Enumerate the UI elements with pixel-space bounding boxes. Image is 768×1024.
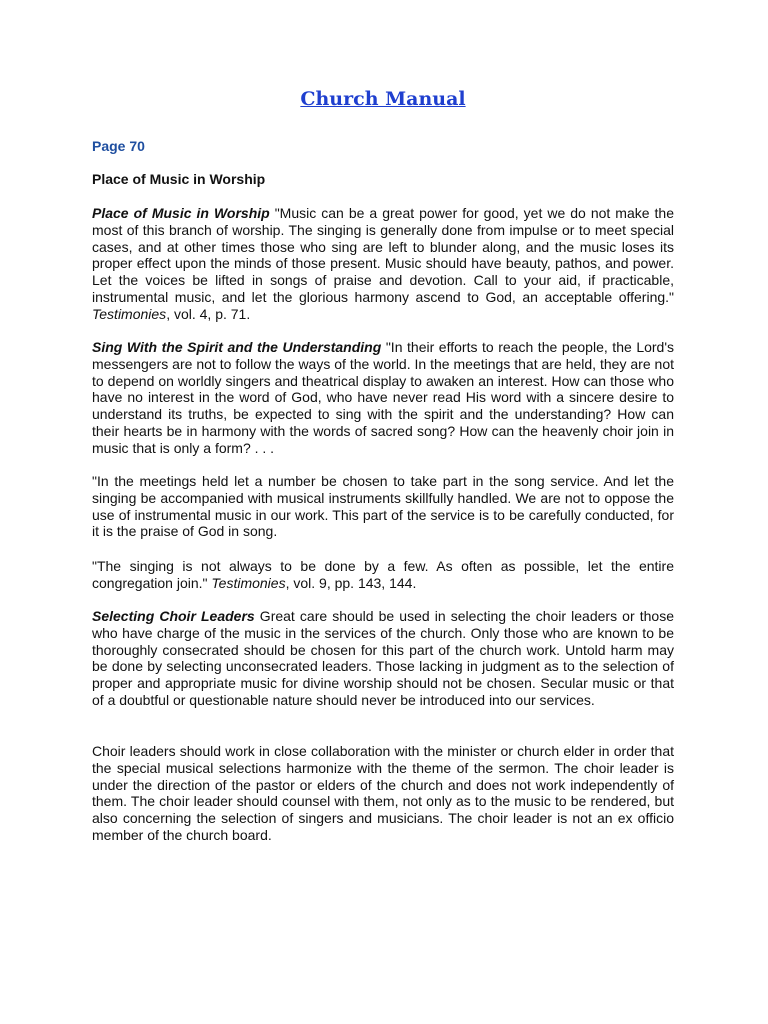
paragraph-text: "Music can be a great power for good, yet we do not make the most of this branch of worship. The singing is generally done from impulse or to meet special cases, and at other times those who sing are left to blunder along, and the music loses its proper effect upon the minds of those present. Music should have beauty, pathos, and power. Let the voices be lifted in songs of praise and devotion. Call to your aid, if practicable, instrumental music, and let the glorious harmony ascend to God, an acceptable offering."	[92, 205, 674, 305]
paragraph-text: Great care should be used in selecting the choir leaders or those who have charge of the music in the services of the church. Only those who are known to be thoroughly consecrated should be chosen for this part of the church work. Untold harm may be done by selecting unconsecrated leaders. Those lacking in judgment as to the selection of proper and appropriate music for divine worship should not be chosen. Secular music or that of a doubtful or questionable nature should never be introduced into our services.	[92, 608, 674, 708]
section-heading: Place of Music in Worship	[92, 171, 266, 187]
paragraph-text: "The singing is not always to be done by a few. As often as possible, let the entire congregation join."	[92, 558, 674, 591]
citation-title: Testimonies	[211, 574, 286, 591]
citation-reference: , vol. 9, pp. 143, 144.	[285, 574, 417, 591]
citation-title: Testimonies	[92, 305, 167, 322]
paragraph-text: "In their efforts to reach the people, the Lord's messengers are not to follow the ways of the world. In the meetings that are held, they are not to depend on worldly singers and theatrical display to awaken an interest. How can those who have no interest in the word of God, who have never read His word with a sincere desire to understand its truths, be expected to sing with the spirit and the understanding? How can their hearts be in harmony with the words of sacred song? How can the heavenly choir join in music that is only a form? . . .	[92, 339, 675, 456]
paragraph-text: "In the meetings held let a number be chosen to take part in the song service. And let the singing be accompanied with musical instruments skillfully handled. We are not to oppose the use of instrumental music in our work. This part of the service is to be carefully conducted, for it is the praise of God in song.	[92, 473, 674, 540]
paragraph-place-of-music	[92, 205, 674, 323]
paragraph-song-service	[92, 473, 674, 540]
page-number-label: Page 70	[92, 138, 145, 154]
paragraph-sing-with-spirit	[92, 339, 674, 457]
paragraph-selecting-choir-leaders	[92, 608, 674, 709]
paragraph-lead: Place of Music in Worship	[92, 205, 270, 221]
paragraph-choir-leader-collaboration	[92, 743, 674, 844]
paragraph-lead: Sing With the Spirit and the Understanding	[92, 339, 382, 355]
paragraph-text: Choir leaders should work in close collaboration with the minister or church elder in order that the special musical selections harmonize with the theme of the sermon. The choir leader is under the direction of the pastor or elders of the church and does not work independently of them. The choir leader should counsel with them, not only as to the music to be rendered, but also concerning the selection of singers and musicians. The choir leader is not an ex officio member of the church board.	[92, 743, 674, 843]
paragraph-congregation-join	[92, 558, 674, 592]
document-title-link[interactable]: Church Manual	[300, 88, 466, 110]
citation-reference: , vol. 4, p. 71.	[166, 305, 251, 322]
paragraph-lead: Selecting Choir Leaders	[92, 608, 255, 624]
